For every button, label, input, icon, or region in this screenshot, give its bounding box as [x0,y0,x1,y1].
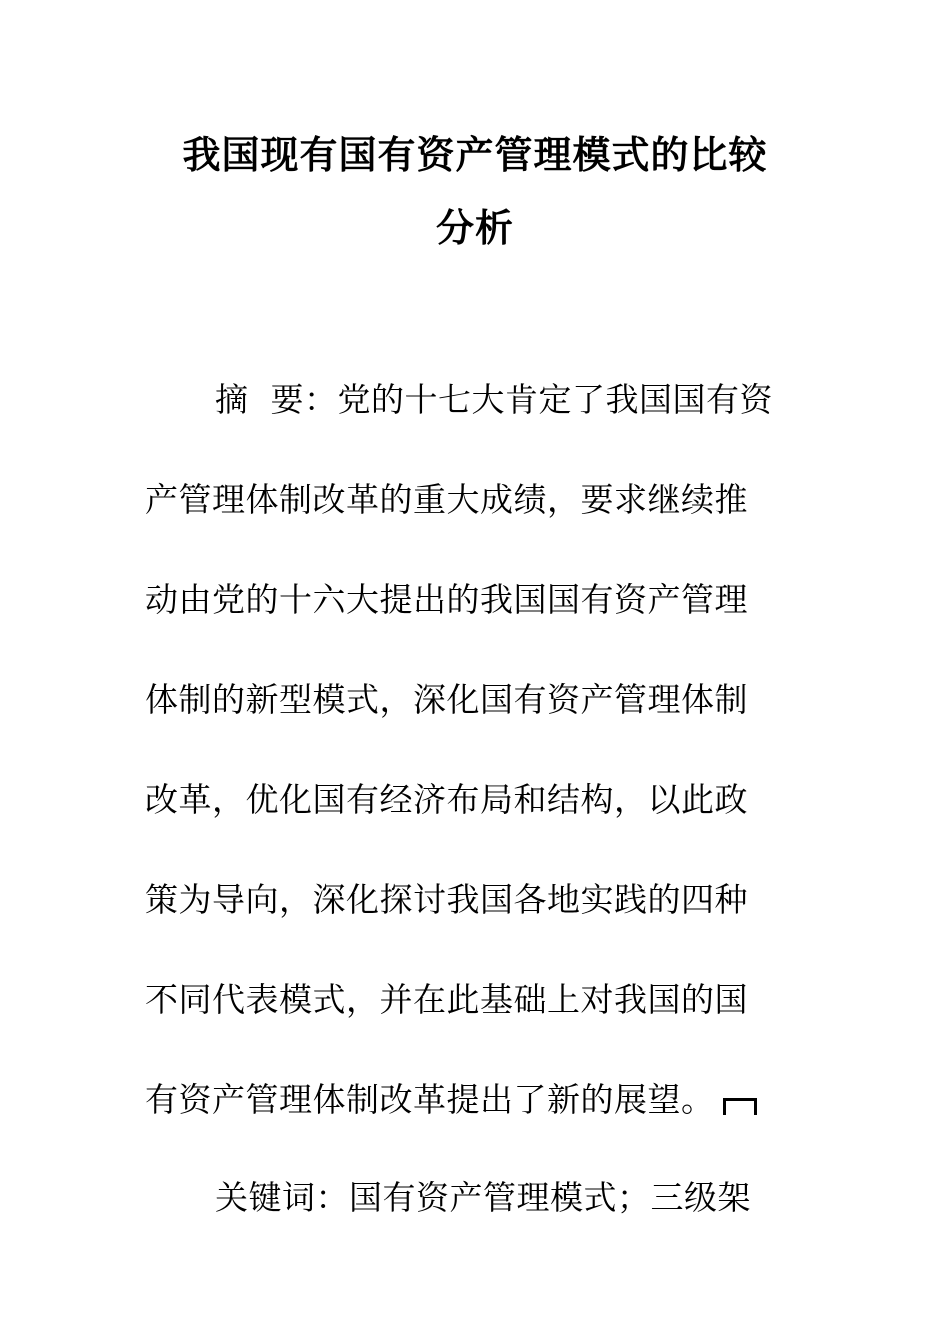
abstract-line: 不同代表模式，并在此基础上对我国的国 [145,980,748,1019]
abstract-line-text: 党的十七大肯定了我国国有资 [337,380,773,419]
document-title-line-2: 分析 [435,206,514,250]
abstract-label-part-1: 摘 [215,380,249,419]
abstract-line-text: 有资产管理体制改革提出了新的展望。 [145,1080,715,1119]
paragraph-return-icon [723,1098,757,1115]
keywords-label: 关键词： [215,1178,349,1217]
abstract-first-line [215,380,875,420]
abstract-line: 改革，优化国有经济布局和结构，以此政 [145,780,748,819]
abstract-label-part-2: 要： [270,380,338,419]
abstract-line: 策为导向，深化探讨我国各地实践的四种 [145,880,748,919]
keywords-line [215,1178,875,1218]
keywords-text: 国有资产管理模式；三级架 [349,1178,751,1217]
document-title-line-1: 我国现有国有资产管理模式的比较 [182,133,768,177]
abstract-line: 动由党的十六大提出的我国国有资产管理 [145,580,748,619]
abstract-line: 体制的新型模式，深化国有资产管理体制 [145,680,748,719]
abstract-last-line [145,1080,805,1120]
abstract-line: 产管理体制改革的重大成绩，要求继续推 [145,480,748,519]
